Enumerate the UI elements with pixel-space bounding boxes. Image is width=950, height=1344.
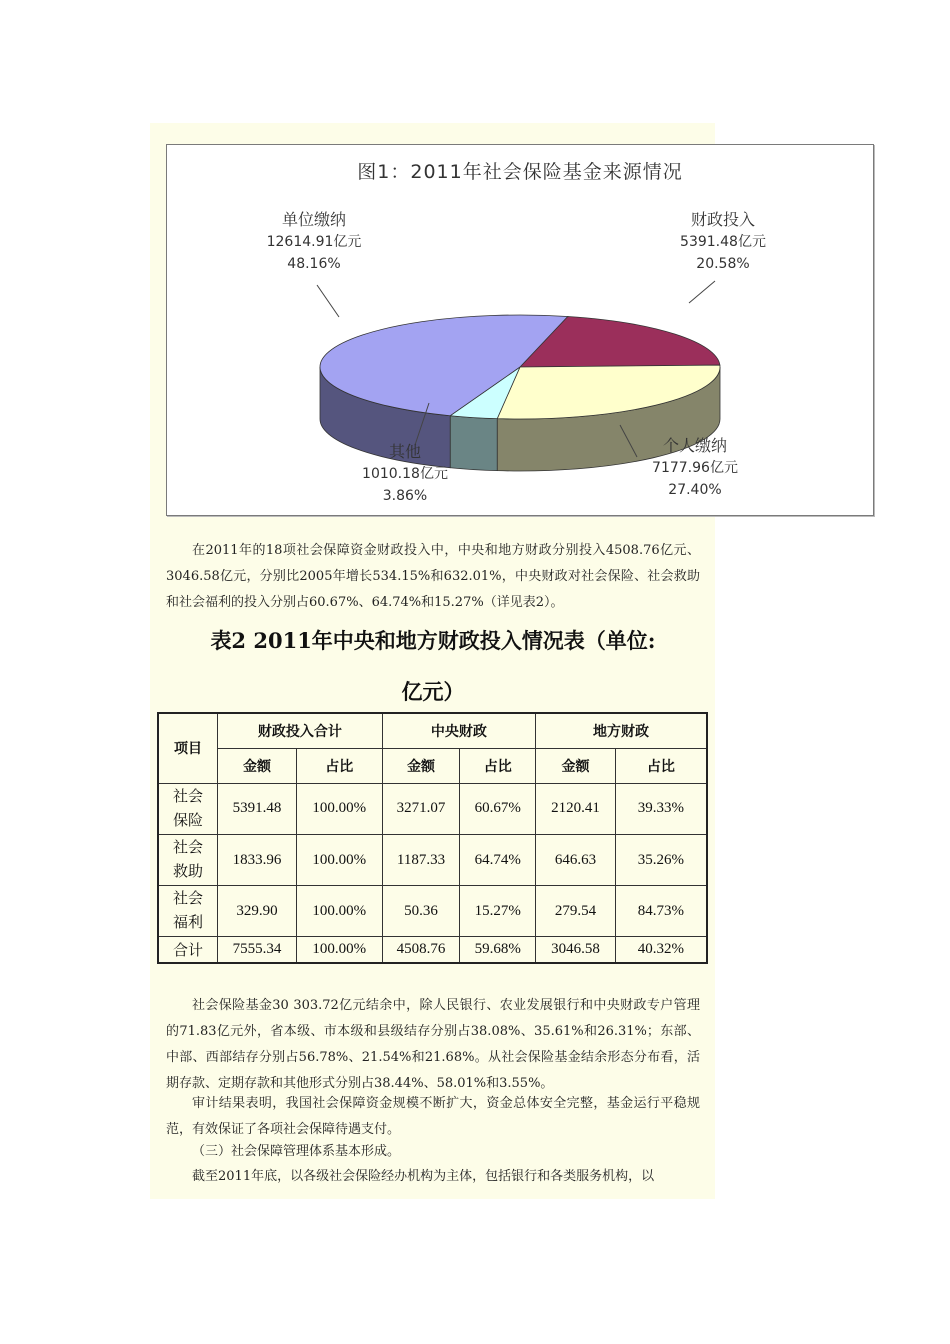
subheader-amount: 金额 <box>536 748 616 783</box>
cell: 7555.34 <box>218 937 297 963</box>
cell: 5391.48 <box>218 783 297 834</box>
header-item: 项目 <box>158 713 218 783</box>
label-other-amount: 1010.18亿元 <box>362 466 448 482</box>
cell: 39.33% <box>615 783 707 834</box>
row-name-line1: 社会 <box>173 840 204 857</box>
label-finance-amount: 5391.48亿元 <box>680 234 766 250</box>
table-row <box>158 783 707 834</box>
paragraph-1: 在2011年的18项社会保障资金财政投入中，中央和地方财政分别投入4508.76亿元、3046.58亿元，分别比2005年增长534.15%和632.01%，中央财政对社会保险、社会救助和社会福利的投入分别占60.67%、64.74%和15.27%（详见表2）。 <box>166 543 700 610</box>
label-finance-name: 财政投入 <box>690 210 755 229</box>
label-finance <box>663 209 783 275</box>
row-name <box>158 886 218 937</box>
label-personal-name: 个人缴纳 <box>662 436 727 455</box>
subheader-ratio: 占比 <box>296 748 382 783</box>
table-title-line1: 表2 2011年中央和地方财政投入情况表（单位: <box>210 628 656 653</box>
label-personal-amount: 7177.96亿元 <box>652 460 738 476</box>
paragraph-2: 社会保险基金30 303.72亿元结余中，除人民银行、农业发展银行和中央财政专户管理的71.83亿元外，省本级、市本级和县级结存分别占38.08%、35.61%和26.31%；东部、中部、西部结存分别占56.78%、21.54%和21.68%。从社会保险基金结余形态分布看，活期存款、定期存款和其他形式分别占38.44%、58.01%和3.55%。 <box>166 998 700 1091</box>
header-group-total: 财政投入合计 <box>218 713 382 748</box>
label-unit-pct: 48.16% <box>287 256 341 272</box>
label-finance-pct: 20.58% <box>696 256 750 272</box>
subheader-amount: 金额 <box>382 748 460 783</box>
table-row <box>158 886 707 937</box>
row-name-line1: 社会 <box>173 788 204 805</box>
cell: 40.32% <box>615 937 707 963</box>
header-group-local: 地方财政 <box>536 713 707 748</box>
cell: 50.36 <box>382 886 460 937</box>
leader-line <box>317 285 339 317</box>
subheader-ratio: 占比 <box>615 748 707 783</box>
paragraph-5: 截至2011年底，以各级社会保险经办机构为主体，包括银行和各类服务机构，以 <box>192 1169 655 1184</box>
label-personal <box>635 435 755 501</box>
row-name-line2: 保险 <box>173 812 204 829</box>
label-unit <box>249 209 379 275</box>
label-unit-amount: 12614.91亿元 <box>266 234 362 250</box>
cell: 100.00% <box>296 937 382 963</box>
cell: 64.74% <box>460 834 536 885</box>
cell: 3046.58 <box>536 937 616 963</box>
cell: 15.27% <box>460 886 536 937</box>
cell: 329.90 <box>218 886 297 937</box>
cell: 59.68% <box>460 937 536 963</box>
leader-line <box>689 281 715 303</box>
header-group-central: 中央财政 <box>382 713 536 748</box>
table-row <box>158 834 707 885</box>
cell: 100.00% <box>296 834 382 885</box>
row-name-line2: 救助 <box>173 864 204 881</box>
row-name: 合计 <box>158 937 218 963</box>
cell: 60.67% <box>460 783 536 834</box>
cell: 100.00% <box>296 886 382 937</box>
table-header-row <box>158 713 707 748</box>
row-name-line1: 社会 <box>173 891 204 908</box>
cell: 3271.07 <box>382 783 460 834</box>
cell: 1187.33 <box>382 834 460 885</box>
row-name <box>158 834 218 885</box>
table-subheader-row <box>158 748 707 783</box>
cell: 2120.41 <box>536 783 616 834</box>
pie-chart-figure <box>166 144 874 516</box>
paragraph-4: （三）社会保障管理体系基本形成。 <box>192 1144 401 1159</box>
cell: 100.00% <box>296 783 382 834</box>
finance-table <box>157 712 708 964</box>
cell: 84.73% <box>615 886 707 937</box>
chart-title: 图1：2011年社会保险基金来源情况 <box>357 161 683 183</box>
label-unit-name: 单位缴纳 <box>281 210 346 229</box>
pie-chart-svg <box>167 145 873 515</box>
subheader-ratio: 占比 <box>460 748 536 783</box>
label-other <box>345 441 465 507</box>
row-name <box>158 783 218 834</box>
cell: 4508.76 <box>382 937 460 963</box>
label-other-name: 其他 <box>388 442 421 461</box>
cell: 35.26% <box>615 834 707 885</box>
cell: 646.63 <box>536 834 616 885</box>
row-name-line2: 福利 <box>173 915 204 932</box>
subheader-amount: 金额 <box>218 748 297 783</box>
label-other-pct: 3.86% <box>382 488 428 504</box>
table-total-row <box>158 937 707 963</box>
paragraph-3: 审计结果表明，我国社会保障资金规模不断扩大，资金总体安全完整，基金运行平稳规范，有效保证了各项社会保障待遇支付。 <box>166 1096 700 1137</box>
cell: 279.54 <box>536 886 616 937</box>
label-personal-pct: 27.40% <box>668 482 722 498</box>
cell: 1833.96 <box>218 834 297 885</box>
table-title-line2: 亿元） <box>401 679 465 704</box>
